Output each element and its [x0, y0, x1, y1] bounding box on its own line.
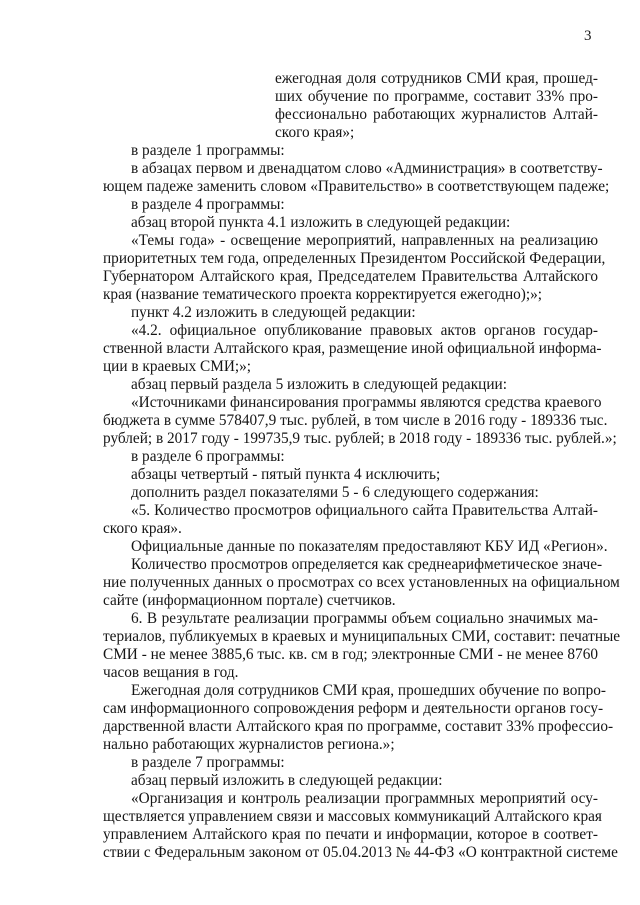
text-line: фессионально работающих журналистов Алтай- [275, 106, 598, 123]
text-line: ции в краевых СМИ;»; [103, 358, 252, 375]
text-line: ского края». [103, 520, 182, 537]
text-line: «5. Количество просмотров официального сайта Правительства Алтай- [131, 502, 598, 519]
text-line: в разделе 6 программы: [131, 448, 285, 465]
text-line: дополнить раздел показателями 5 - 6 следующего содержания: [131, 484, 539, 501]
text-line: сам информационного сопровождения реформ и деятельности органов госу- [103, 700, 604, 717]
text-line: ежегодная доля сотрудников СМИ края, прошед- [275, 70, 598, 87]
text-line: рублей; в 2017 году - 199735,9 тыс. рублей; в 2018 году - 189336 тыс. рублей.»; [103, 430, 617, 447]
text-line: часов вещания в год. [103, 664, 239, 681]
text-line: в абзацах первом и двенадцатом слово «Администрация» в соответству- [131, 160, 603, 177]
text-line: Губернатором Алтайского края, Председателем Правительства Алтайского [103, 268, 598, 285]
text-line: ского края»; [275, 124, 355, 141]
text-line: ществляется управлением связи и массовых коммуникаций Алтайского края [103, 808, 602, 825]
text-line: бюджета в сумме 578407,9 тыс. рублей, в том числе в 2016 году - 189336 тыс. [103, 412, 608, 429]
text-line: абзацы четвертый - пятый пункта 4 исключить; [131, 466, 441, 483]
text-line: «4.2. официальное опубликование правовых актов органов государ- [131, 322, 598, 339]
text-line: «Организация и контроль реализации программных мероприятий осу- [131, 790, 598, 807]
text-line: «Источниками финансирования программы являются средства краевого [131, 394, 602, 411]
text-line: 6. В результате реализации программы объем социально значимых ма- [131, 610, 598, 627]
page-number: 3 [584, 28, 592, 44]
text-line: ственной власти Алтайского края, размещение иной официальной информа- [103, 340, 602, 357]
text-line: «Темы года» - освещение мероприятий, направленных на реализацию [131, 232, 598, 249]
text-line: в разделе 4 программы: [131, 196, 285, 213]
text-line: нально работающих журналистов региона.»; [103, 736, 395, 753]
text-line: приоритетных тем года, определенных Президентом Российской Федерации, [103, 250, 606, 267]
text-line: в разделе 7 программы: [131, 754, 285, 771]
text-line: абзац второй пункта 4.1 изложить в следующей редакции: [131, 214, 511, 231]
text-line: Ежегодная доля сотрудников СМИ края, прошедших обучение по вопро- [131, 682, 606, 699]
text-line: дарственной власти Алтайского края по программе, составит 33% профессио- [103, 718, 614, 735]
text-line: териалов, публикуемых в краевых и муниципальных СМИ, составит: печатные [103, 628, 621, 645]
text-line: абзац первый раздела 5 изложить в следующей редакции: [131, 376, 507, 393]
text-line: ние полученных данных о просмотрах со всех установленных на официальном [103, 574, 620, 591]
text-line: ших обучение по программе, составит 33% про- [275, 88, 598, 105]
text-line: сайте (информационном портале) счетчиков. [103, 592, 396, 609]
text-line: ющем падеже заменить словом «Правительство» в соответствующем падеже; [103, 178, 610, 195]
text-line: управлением Алтайского края по печати и информации, которое в соответ- [103, 826, 598, 843]
text-line: ствии с Федеральным законом от 05.04.2013 № 44-ФЗ «О контрактной системе [103, 844, 618, 861]
text-line: абзац первый изложить в следующей редакции: [131, 772, 443, 789]
text-line: СМИ - не менее 3885,6 тыс. кв. см в год; электронные СМИ - не менее 8760 [103, 646, 598, 663]
text-line: в разделе 1 программы: [131, 142, 285, 159]
text-line: Официальные данные по показателям предоставляют КБУ ИД «Регион». [131, 538, 608, 555]
text-line: пункт 4.2 изложить в следующей редакции: [131, 304, 416, 321]
text-line: Количество просмотров определяется как среднеарифметическое значе- [131, 556, 603, 573]
text-line: края (название тематического проекта корректируется ежегодно);»; [103, 286, 543, 303]
